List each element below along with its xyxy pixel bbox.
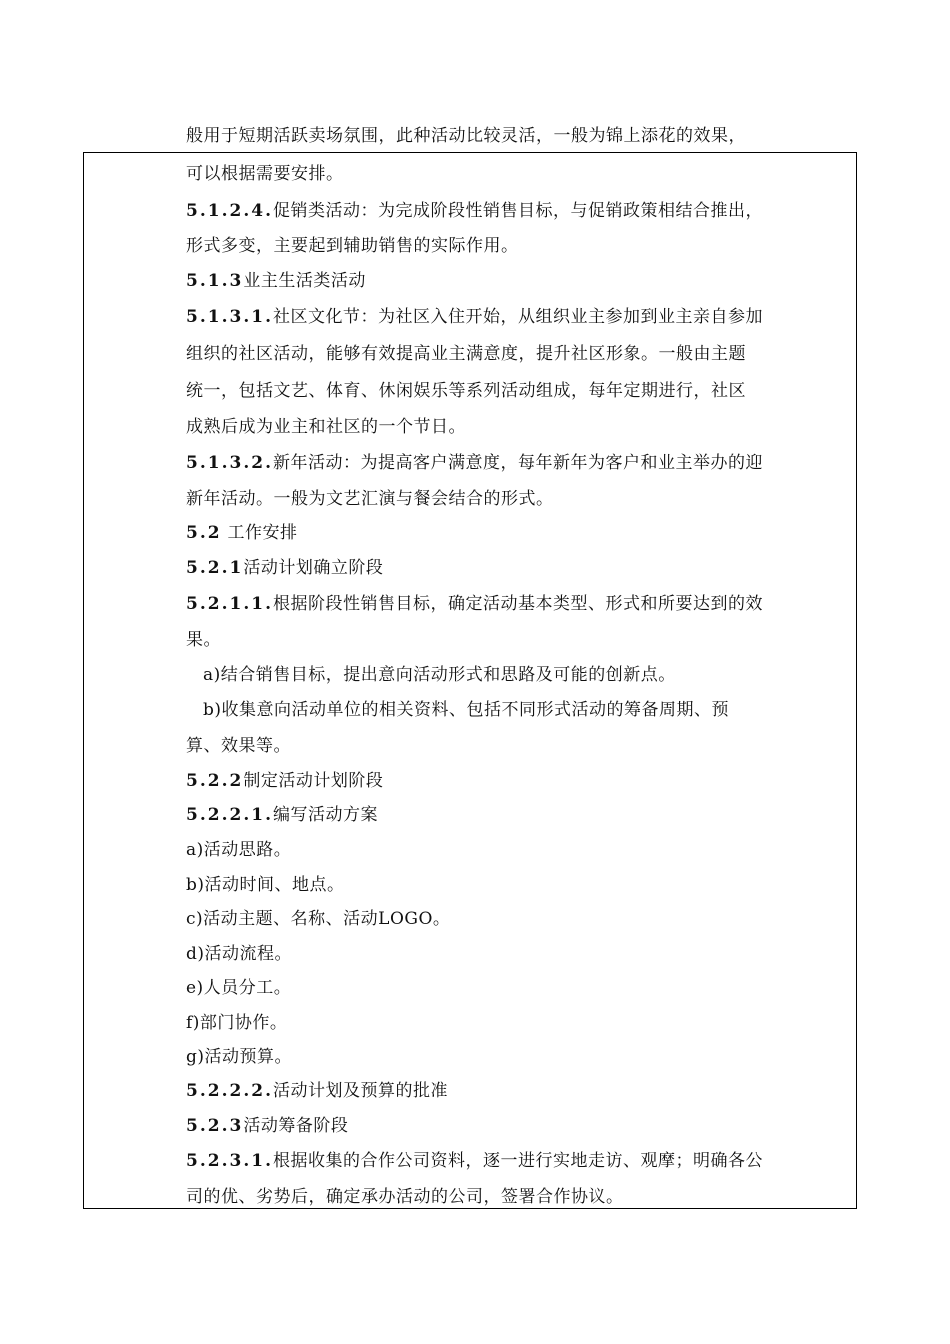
text-line: 算、效果等。 — [186, 736, 291, 756]
section-heading: 5.2.2.1.编写活动方案 — [186, 805, 378, 825]
section-heading: 5.2.2制定活动计划阶段 — [186, 771, 384, 791]
list-item: g)活动预算。 — [186, 1047, 293, 1067]
text-line: 形式多变，主要起到辅助销售的实际作用。 — [186, 236, 519, 256]
section-heading: 5.2.2.2.活动计划及预算的批准 — [186, 1081, 448, 1101]
list-item: f)部门协作。 — [186, 1013, 288, 1033]
list-item: d)活动流程。 — [186, 944, 293, 964]
text-line: 司的优、劣势后，确定承办活动的公司，签署合作协议。 — [186, 1187, 624, 1207]
list-item: c)活动主题、名称、活动LOGO。 — [186, 909, 451, 929]
text-line: 统一，包括文艺、体育、休闲娱乐等系列活动组成，每年定期进行，社区 — [186, 381, 746, 401]
list-item: b)活动时间、地点。 — [186, 875, 345, 895]
text-line: 可以根据需要安排。 — [186, 164, 344, 184]
section-heading: 5.2.3活动筹备阶段 — [186, 1116, 349, 1136]
section-heading: 5.2 工作安排 — [186, 523, 298, 543]
text-line: 果。 — [186, 630, 221, 650]
list-item: a)活动思路。 — [186, 840, 292, 860]
section-heading: 5.2.3.1.根据收集的合作公司资料，逐一进行实地走访、观摩；明确各公 — [186, 1151, 763, 1171]
section-heading: 5.2.1活动计划确立阶段 — [186, 558, 384, 578]
section-heading: 5.2.1.1.根据阶段性销售目标，确定活动基本类型、形式和所要达到的效 — [186, 594, 763, 614]
text-line: 组织的社区活动，能够有效提高业主满意度，提升社区形象。一般由主题 — [186, 344, 746, 364]
section-heading: 5.1.3业主生活类活动 — [186, 271, 366, 291]
text-line: 成熟后成为业主和社区的一个节日。 — [186, 417, 466, 437]
text-line: 般用于短期活跃卖场氛围，此种活动比较灵活，一般为锦上添花的效果， — [186, 126, 746, 146]
section-heading: 5.1.3.1.社区文化节：为社区入住开始，从组织业主参加到业主亲自参加 — [186, 307, 763, 327]
section-heading: 5.1.2.4.促销类活动：为完成阶段性销售目标，与促销政策相结合推出， — [186, 201, 763, 221]
list-item: a)结合销售目标，提出意向活动形式和思路及可能的创新点。 — [203, 665, 676, 685]
list-item: e)人员分工。 — [186, 978, 292, 998]
section-heading: 5.1.3.2.新年活动：为提高客户满意度，每年新年为客户和业主举办的迎 — [186, 453, 763, 473]
text-line: 新年活动。一般为文艺汇演与餐会结合的形式。 — [186, 489, 554, 509]
list-item: b)收集意向活动单位的相关资料、包括不同形式活动的筹备周期、预 — [203, 700, 730, 720]
